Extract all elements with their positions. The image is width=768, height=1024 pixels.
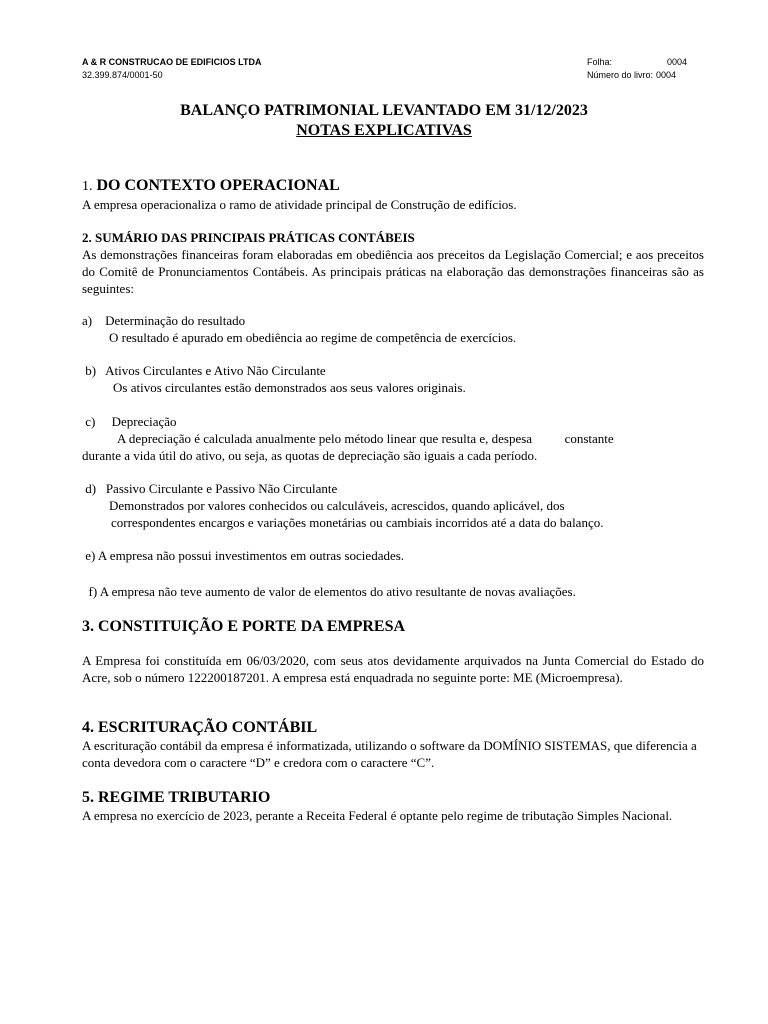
section-1-heading [82, 176, 704, 196]
section-1-title: DO CONTEXTO OPERACIONAL [96, 177, 340, 194]
item-d-label: d) Passivo Circulante e Passivo Não Circulante [82, 481, 338, 496]
section-3 [82, 617, 704, 636]
section-1-number: 1. [82, 179, 93, 194]
section-2-text: As demonstrações financeiras foram elaboradas em obediência aos preceitos da Legislação Comercial; e aos preceitos do Comitê de Pronunciamentos Contábeis. As principais práticas na elaboração das demonstrações financeiras são as seguintes: [82, 247, 704, 296]
item-b-text: Os ativos circulantes estão demonstrados aos seus valores originais. [113, 380, 466, 395]
livro-value: 0004 [656, 70, 677, 80]
section-2 [82, 229, 704, 297]
item-b [82, 362, 704, 396]
section-3-heading: 3. CONSTITUIÇÃO E PORTE DA EMPRESA [82, 618, 406, 635]
company-name: A & R CONSTRUCAO DE EDIFICIOS LTDA [82, 57, 262, 67]
item-d [82, 480, 704, 531]
section-4-heading: 4. ESCRITURAÇÃO CONTÁBIL [82, 719, 318, 736]
item-d-text-1: Demonstrados por valores conhecidos ou calculáveis, acrescidos, quando aplicável, dos [109, 498, 565, 513]
section-5-text: A empresa no exercício de 2023, perante a Receita Federal é optante pelo regime de tributação Simples Nacional. [82, 808, 673, 823]
header-book-info [587, 56, 697, 82]
item-c-text-2: durante a vida útil do ativo, ou seja, as quotas de depreciação são iguais a cada período. [82, 448, 538, 463]
section-4 [82, 718, 704, 771]
document-title: BALANÇO PATRIMONIAL LEVANTADO EM 31/12/2023 [180, 102, 588, 119]
section-2-heading: 2. SUMÁRIO DAS PRINCIPAIS PRÁTICAS CONTÁBEIS [82, 230, 415, 245]
item-c-text-1: A depreciação é calculada anualmente pelo método linear que resulta e, despesa constante [117, 431, 614, 446]
item-e: e) A empresa não possui investimentos em outras sociedades. [82, 548, 405, 563]
item-a [82, 312, 704, 346]
item-a-text: O resultado é apurado em obediência ao regime de competência de exercícios. [109, 330, 517, 345]
folha-value: 0004 [667, 57, 688, 67]
livro-label: Número do livro: [587, 70, 654, 80]
item-f: f) A empresa não teve aumento de valor de elementos do ativo resultante de novas avaliações. [82, 584, 576, 599]
item-d-text-2: correspondentes encargos e variações monetárias ou cambiais incorridos até a data do balanço. [111, 515, 604, 530]
item-c-label: c) Depreciação [82, 414, 177, 429]
header-company-block [82, 56, 262, 82]
section-1 [82, 176, 704, 213]
folha-label: Folha: [587, 57, 613, 67]
item-c [82, 413, 704, 464]
section-3-text: A Empresa foi constituída em 06/03/2020, com seus atos devidamente arquivados na Junta Comercial do Estado do Acre, sob o número 122200187201. A empresa está enquadrada no seguinte porte: ME (Microempresa). [82, 653, 704, 685]
section-5-heading: 5. REGIME TRIBUTARIO [82, 789, 271, 806]
item-a-label: a) Determinação do resultado [82, 313, 246, 328]
document-subtitle: NOTAS EXPLICATIVAS [296, 122, 472, 139]
section-5 [82, 788, 704, 824]
item-b-label: b) Ativos Circulantes e Ativo Não Circulante [82, 363, 326, 378]
company-cnpj: 32.399.874/0001-50 [82, 70, 163, 80]
section-1-text: A empresa operacionaliza o ramo de atividade principal de Construção de edifícios. [82, 197, 517, 212]
section-4-text: A escrituração contábil da empresa é informatizada, utilizando o software da DOMÍNIO SISTEMAS, que diferencia a conta devedora com o caractere “D” e credora com o caractere “C”. [82, 738, 697, 770]
